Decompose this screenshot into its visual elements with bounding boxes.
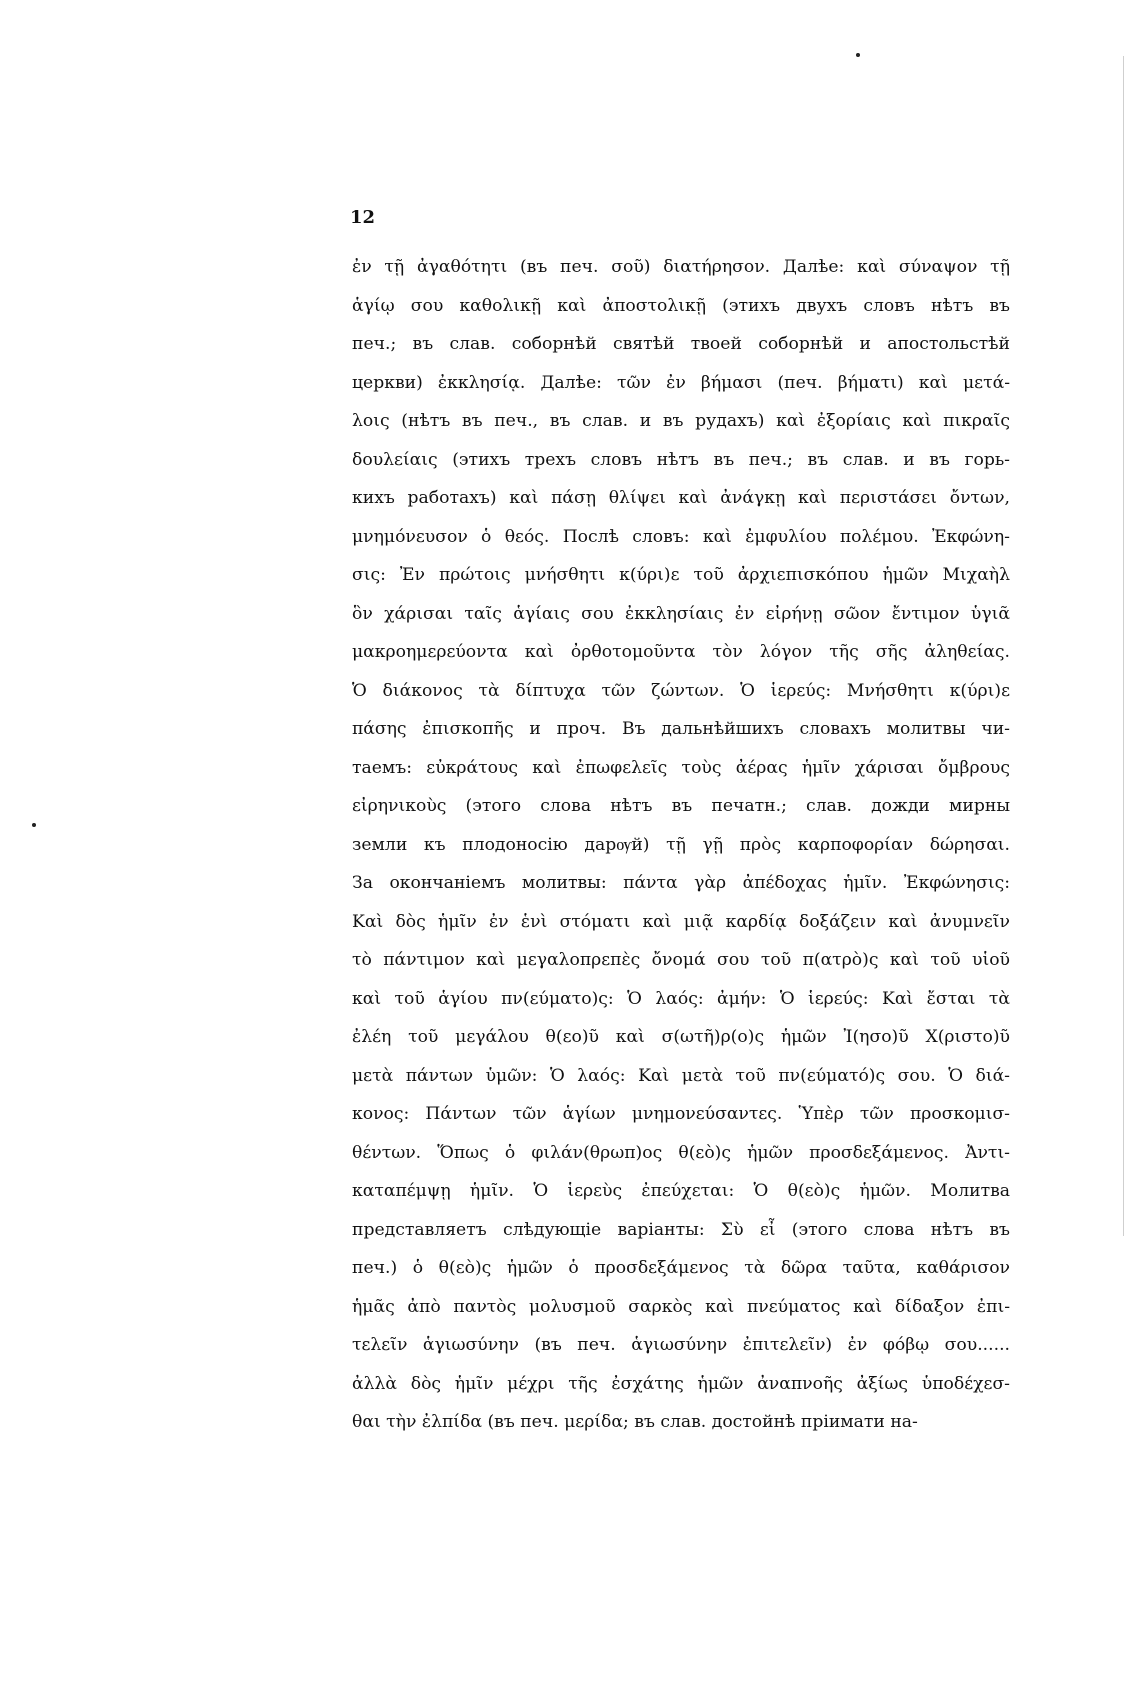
text-line: σις: Ἐν πρώτοις μνήσθητι κ(ύρι)ε τοῦ ἀρχιεπισκόπου ἡμῶν Μιχαὴλ — [352, 565, 1010, 585]
text-line: πάσης ἐπισκοπῆς и проч. Въ дальнѣйшихъ словахъ молитвы чи- — [352, 719, 1010, 739]
ink-speck-margin — [32, 823, 36, 827]
text-line: κονος: Πάντων τῶν ἁγίων μνημονεύσαντες. Ὑπὲρ τῶν προσκομισ- — [352, 1104, 1010, 1124]
text-line: кихъ работахъ) καὶ πάσῃ θλίψει καὶ ἀνάγκῃ καὶ περιστάσει ὄντων, — [352, 488, 1010, 508]
text-line: Καὶ δὸς ἡμῖν ἐν ἑνὶ στόματι καὶ μιᾷ καρδίᾳ δοξάζειν καὶ ἀνυμνεῖν — [352, 911, 1010, 932]
text-line: церкви) ἐκκλησίᾳ. Далѣе: τῶν ἐν βήμασι (печ. βήματι) καὶ μετά- — [352, 372, 1010, 393]
text-line: ἡμᾶς ἀπὸ παντὸς μολυσμοῦ σαρκὸς καὶ πνεύματος καὶ δίδαξον ἐπι- — [352, 1296, 1010, 1317]
text-line: μακροημερεύοντα καὶ ὀρθοτομοῦντα τὸν λόγον τῆς σῆς ἀληθείας. — [352, 642, 1010, 662]
text-line: καταπέμψῃ ἡμῖν. Ὁ ἱερεὺς ἐπεύχεται: Ὁ θ(εὸ)ς ἡμῶν. Молитва — [352, 1181, 1010, 1201]
text-line: ὃν χάρισαι ταῖς ἁγίαις σου ἐκκλησίαις ἐν εἰρήνῃ σῶον ἔντιμον ὑγιᾶ — [352, 603, 1010, 624]
text-line: За окончаніемъ молитвы: πάντα γὰρ ἀπέδοχας ἡμῖν. Ἐκφώνησις: — [352, 873, 1010, 893]
text-line: θέντων. Ὅπως ὁ φιλάν(θρωπ)ος θ(εὸ)ς ἡμῶν προσδεξάμενος. Ἀντι- — [352, 1142, 1010, 1163]
text-line: ἐν τῇ ἀγαθότητι (въ печ. σοῦ) διατήρησον. Далѣе: καὶ σύναψον τῇ — [352, 257, 1010, 277]
text-line: εἰρηνικοὺς (этого слова нѣтъ въ печатн.; слав. дожди мирны — [352, 796, 1010, 816]
text-line: μνημόνευσον ὁ θεός. Послѣ словъ: καὶ ἐμφυλίου πολέμου. Ἐκφώνη- — [352, 526, 1010, 547]
text-line: Ὁ διάκονος τὰ δίπτυχα τῶν ζώντων. Ὁ ἱερεύς: Μνήσθητι κ(ύρι)ε — [352, 680, 1010, 701]
text-line: ἐλέη τοῦ μεγάλου θ(εο)ῦ καὶ σ(ωτῆ)ρ(ο)ς ἡμῶν Ἰ(ησο)ῦ Χ(ριστο)ῦ — [352, 1027, 1010, 1047]
text-line: θαι τὴν ἐλπίδα (въ печ. μερίδα; въ слав. достойнѣ пріимати на- — [352, 1412, 918, 1432]
text-line: ἀλλὰ δὸς ἡμῖν μέχρι τῆς ἐσχάτης ἡμῶν ἀναπνοῆς ἀξίως ὑποδέχεσ- — [352, 1373, 1010, 1394]
page-number: 12 — [350, 207, 376, 228]
body-text — [352, 248, 1010, 1442]
text-line: δουλείαις (этихъ трехъ словъ нѣтъ въ печ.; въ слав. и въ горь- — [352, 449, 1010, 470]
page-edge-rule — [1123, 56, 1124, 1236]
text-line: таемъ: εὐκράτους καὶ ἐπωφελεῖς τοὺς ἀέρας ἡμῖν χάρισαι ὄμβρους — [352, 757, 1010, 778]
text-line: земли къ плодоносію дарѹй) τῇ γῇ πρὸς καρποφορίαν δώρησαι. — [352, 834, 1010, 855]
text-line: τελεῖν ἁγιωσύνην (въ печ. ἁγιωσύνην ἐπιτελεῖν) ἐν φόβῳ σου...... — [352, 1335, 1010, 1355]
text-line: печ.; въ слав. соборнѣй святѣй твоей соборнѣй и апостольстѣй — [352, 334, 1010, 354]
ink-speck-top — [856, 53, 860, 57]
text-line: καὶ τοῦ ἁγίου πν(εύματο)ς: Ὁ λαός: ἀμήν: Ὁ ἱερεύς: Καὶ ἔσται τὰ — [352, 988, 1010, 1009]
text-line: печ.) ὁ θ(εὸ)ς ἡμῶν ὁ προσδεξάμενος τὰ δῶρα ταῦτα, καθάρισον — [352, 1258, 1010, 1278]
text-line: ἁγίῳ σου καθολικῇ καὶ ἀποστολικῇ (этихъ двухъ словъ нѣтъ въ — [352, 295, 1010, 316]
text-line: μετὰ πάντων ὑμῶν: Ὁ λαός: Καὶ μετὰ τοῦ πν(εύματό)ς σου. Ὁ διά- — [352, 1065, 1010, 1086]
text-line: λοις (нѣтъ въ печ., въ слав. и въ рудахъ) καὶ ἐξορίαις καὶ πικραῖς — [352, 411, 1010, 431]
text-line: представляетъ слѣдующіе варіанты: Σὺ εἶ (этого слова нѣтъ въ — [352, 1219, 1010, 1240]
text-line: τὸ πάντιμον καὶ μεγαλοπρεπὲς ὄνομά σου τοῦ π(ατρὸ)ς καὶ τοῦ υἱοῦ — [352, 950, 1010, 970]
